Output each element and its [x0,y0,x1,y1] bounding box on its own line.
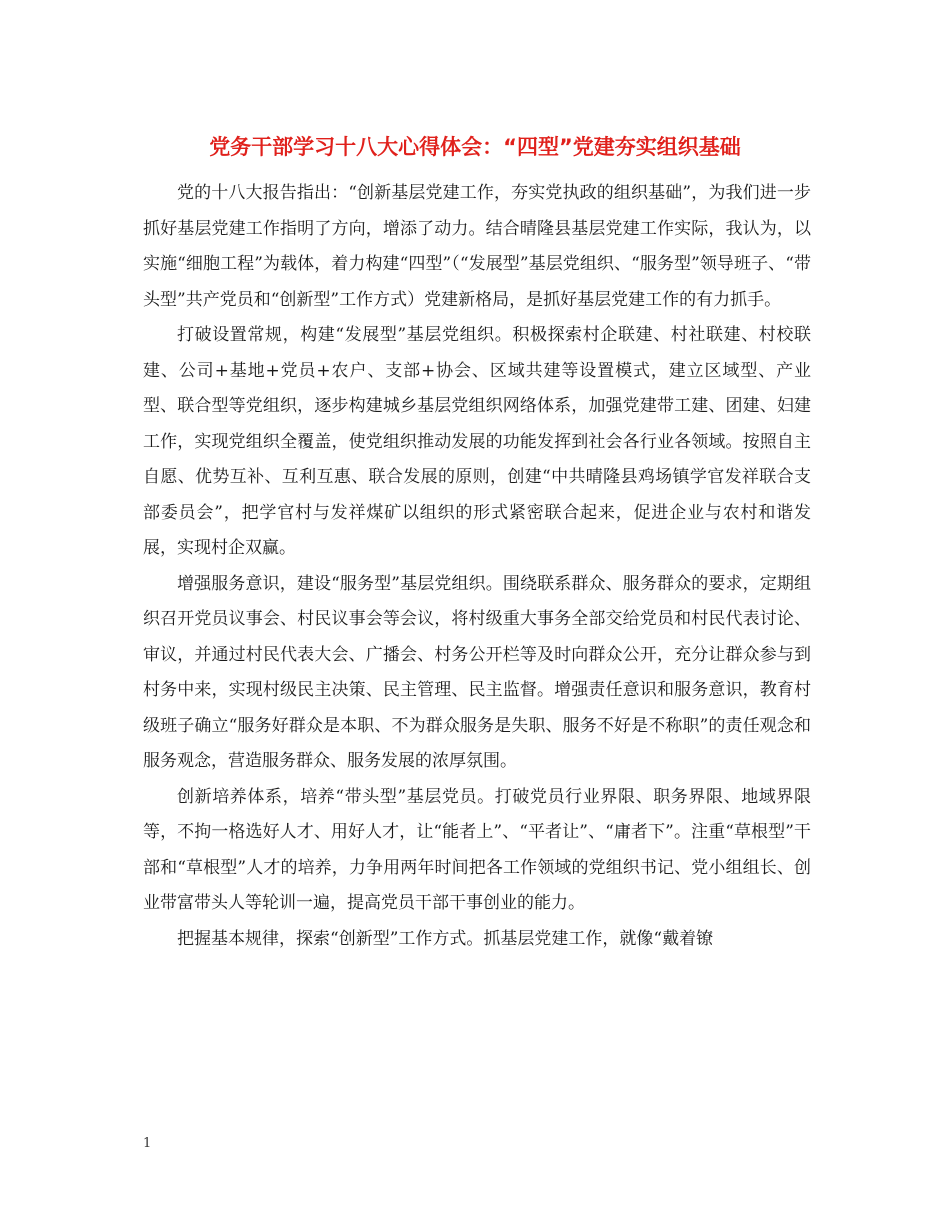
paragraph-development-type: 打破设置常规，构建“发展型”基层党组织。积极探索村企联建、村社联建、村校联建、公司+基地+党员+农户、支部+协会、区域共建等设置模式，建立区域型、产业型、联合型等党组织，逐步构建城乡基层党组织网络体系，加强党建带工建、团建、妇建工作，实现党组织全覆盖，使党组织推动发展的功能发挥到社会各行业各领域。按照自主自愿、优势互补、互利互惠、联合发展的原则，创建“中共晴隆县鸡场镇学官发祥联合支部委员会”，把学官村与发祥煤矿以组织的形式紧密联合起来，促进企业与农村和谐发展，实现村企双赢。 [143,325,811,558]
paragraph-intro: 党的十八大报告指出：“创新基层党建工作，夯实党执政的组织基础”，为我们进一步抓好基层党建工作指明了方向，增添了动力。结合晴隆县基层党建工作实际，我认为，以实施“细胞工程”为载体，着力构建“四型”（“发展型”基层党组织、“服务型”领导班子、“带头型”共产党员和“创新型”工作方式）党建新格局，是抓好基层党建工作的有力抓手。 [143,183,811,310]
document-title: 党务干部学习十八大心得体会：“四型”党建夯实组织基础 [209,135,741,159]
paragraph-innovation-type: 把握基本规律，探索“创新型”工作方式。抓基层党建工作，就像“戴着镣 [177,928,714,949]
document-body [143,176,811,957]
paragraph-service-type: 增强服务意识，建设“服务型”基层党组织。围绕联系群众、服务群众的要求，定期组织召开党员议事会、村民议事会等会议，将村级重大事务全部交给党员和村民代表讨论、审议，并通过村民代表大会、广播会、村务公开栏等及时向群众公开，充分让群众参与到村务中来，实现村级民主决策、民主管理、民主监督。增强责任意识和服务意识，教育村级班子确立“服务好群众是本职、不为群众服务是失职、服务不好是不称职”的责任观念和服务观念，营造服务群众、服务发展的浓厚氛围。 [143,573,811,771]
page-number: 1 [143,1136,152,1151]
paragraph-leading-type: 创新培养体系，培养“带头型”基层党员。打破党员行业界限、职务界限、地域界限等，不拘一格选好人才、用好人才，让“能者上”、“平者让”、“庸者下”。注重“草根型”干部和“草根型”人才的培养，力争用两年时间把各工作领域的党组织书记、党小组组长、创业带富带头人等轮训一遍，提高党员干部干事创业的能力。 [143,786,811,913]
